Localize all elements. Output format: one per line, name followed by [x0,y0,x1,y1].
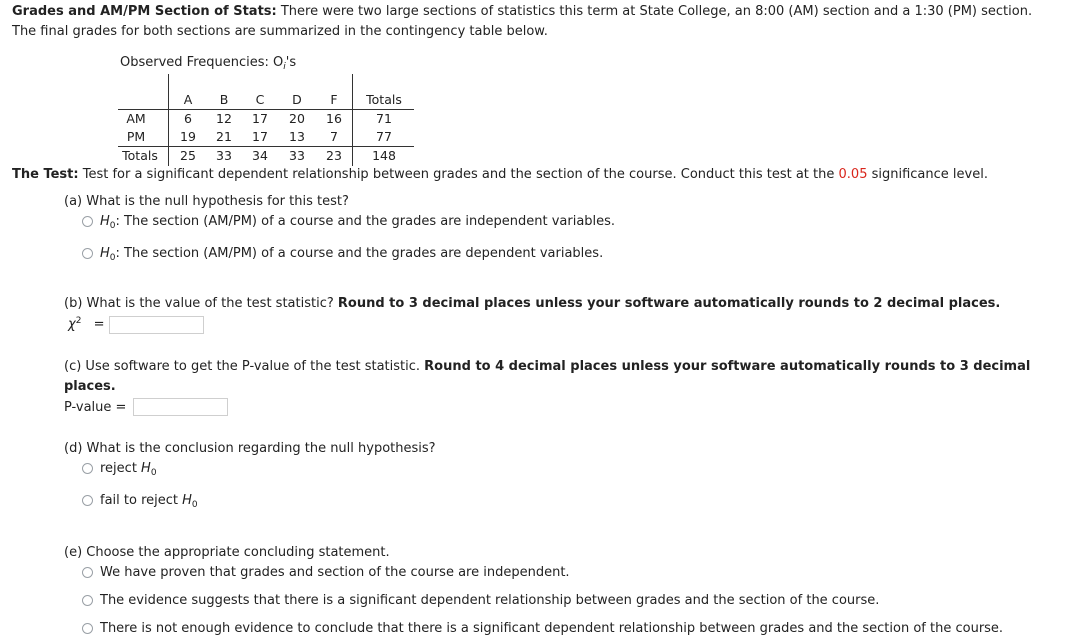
table-cell: 17 [252,129,268,144]
part-e-option-1[interactable]: We have proven that grades and section of the course are independent. [100,565,570,580]
p-value-input[interactable] [133,398,228,416]
part-d-option-2-radio[interactable] [82,495,93,506]
part-c-question-cont: places. [64,379,116,394]
table-cell: 6 [184,111,192,126]
table-divider [118,109,414,110]
table-divider [352,74,353,166]
grand-total: 148 [372,148,396,163]
part-a-option-1-radio[interactable] [82,216,93,227]
table-cell: 21 [216,129,232,144]
test-statistic-input[interactable] [109,316,204,334]
part-a-option-2-radio[interactable] [82,248,93,259]
part-d-question: (d) What is the conclusion regarding the null hypothesis? [64,441,436,456]
col-total: 34 [252,148,268,163]
part-b-question: (b) What is the value of the test statistic? Round to 3 decimal places unless your software automatically rounds to 2 decimal places. [64,296,1001,311]
part-e-question: (e) Choose the appropriate concluding statement. [64,545,390,560]
chi-square-label: $\chi^2$ = [68,316,105,332]
col-header: F [330,92,338,107]
part-e-option-3-radio[interactable] [82,623,93,634]
alpha-value: 0.05 [838,167,868,182]
contingency-table [118,74,418,166]
intro-line-1 [12,4,1032,19]
part-e-option-3[interactable]: There is not enough evidence to conclude that there is a significant dependent relationship between grades and the section of the course. [100,621,1004,636]
part-d-option-reject[interactable]: reject $H_0$ [100,461,157,478]
col-total: 33 [289,148,305,163]
col-total: 23 [326,148,342,163]
table-divider [118,146,414,147]
col-header: C [255,92,265,107]
p-value-label: P-value = [64,400,127,415]
intro-title: Grades and AM/PM Section of Stats: [12,4,277,19]
part-a-question: (a) What is the null hypothesis for this test? [64,194,349,209]
col-header: A [183,92,193,107]
part-e-option-1-radio[interactable] [82,567,93,578]
part-d-option-1-radio[interactable] [82,463,93,474]
table-cell: 16 [326,111,342,126]
row-label: AM [126,111,146,126]
table-cell: 12 [216,111,232,126]
row-total: 71 [376,111,392,126]
table-divider [168,74,169,166]
part-e-option-2[interactable]: The evidence suggests that there is a significant dependent relationship between grades and the section of the course. [100,593,880,608]
col-header-totals: Totals [366,92,402,107]
intro-text-1: There were two large sections of statistics this term at State College, an 8:00 (AM) section and a 1:30 (PM) section. [280,4,1033,19]
row-total: 77 [376,129,392,144]
part-e-option-2-radio[interactable] [82,595,93,606]
row-label: PM [126,129,146,144]
col-total: 33 [216,148,232,163]
part-a-option-1[interactable]: $H_0$: The section (AM/PM) of a course and the grades are independent variables. [100,214,616,231]
test-label: The Test: [12,167,79,182]
table-cell: 20 [289,111,305,126]
row-label-totals: Totals [122,148,158,163]
table-caption: Observed Frequencies: $O_i's$ [120,55,297,72]
table-cell: 13 [289,129,305,144]
part-a-option-2[interactable]: $H_0$: The section (AM/PM) of a course and the grades are dependent variables. [100,246,604,263]
table-cell: 17 [252,111,268,126]
col-header: D [292,92,302,107]
test-description: The Test: Test for a significant dependent relationship between grades and the section of the course. Conduct this test at the 0.05 significance level. [12,167,988,182]
part-c-question: (c) Use software to get the P-value of the test statistic. Round to 4 decimal places unless your software automatically rounds to 3 decimal [64,359,1031,374]
part-d-option-fail-to-reject[interactable]: fail to reject $H_0$ [100,493,198,510]
intro-text-2: The final grades for both sections are summarized in the contingency table below. [12,24,548,39]
table-cell: 7 [330,129,338,144]
table-cell: 19 [180,129,196,144]
col-total: 25 [180,148,196,163]
col-header: B [219,92,229,107]
